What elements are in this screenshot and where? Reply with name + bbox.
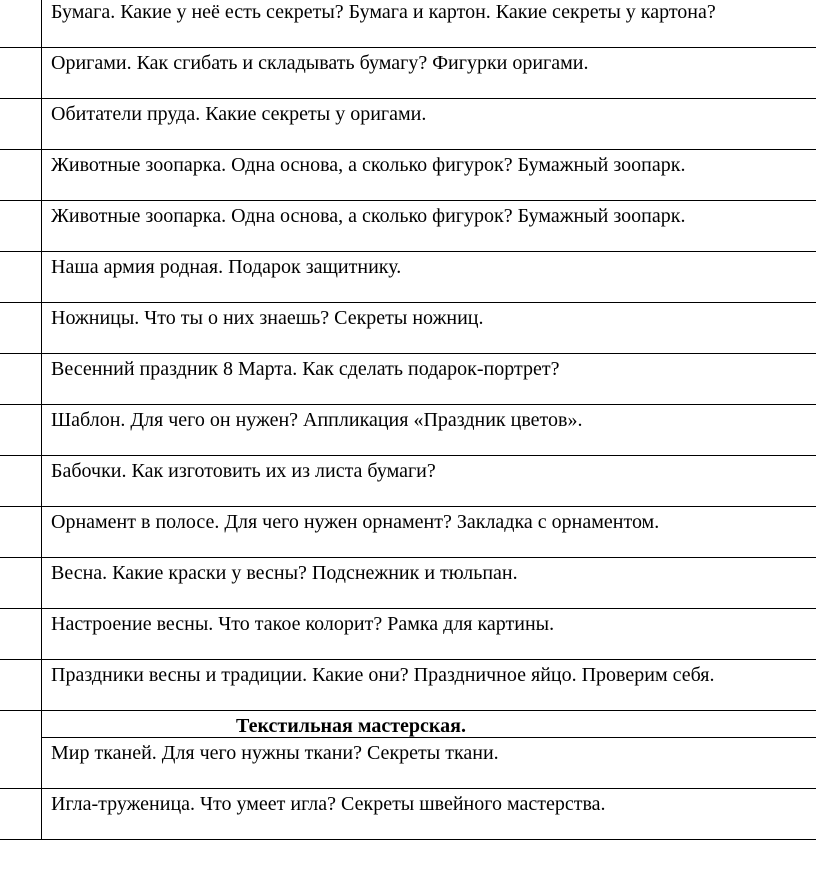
table-row bbox=[0, 609, 816, 660]
lesson-topic: Обитатели пруда. Какие секреты у оригами. bbox=[42, 99, 816, 150]
lesson-topic: Мир тканей. Для чего нужны ткани? Секреты ткани. bbox=[42, 738, 816, 789]
table-row bbox=[0, 507, 816, 558]
table-row bbox=[0, 0, 816, 48]
lesson-topic: Настроение весны. Что такое колорит? Рамка для картины. bbox=[42, 609, 816, 660]
table-row bbox=[0, 405, 816, 456]
lesson-topic: Оригами. Как сгибать и складывать бумагу? Фигурки оригами. bbox=[42, 48, 816, 99]
lesson-topic: Ножницы. Что ты о них знаешь? Секреты ножниц. bbox=[42, 303, 816, 354]
table-row bbox=[0, 201, 816, 252]
lesson-number bbox=[0, 354, 42, 405]
lesson-number bbox=[0, 507, 42, 558]
lesson-topic: Весенний праздник 8 Марта. Как сделать подарок-портрет? bbox=[42, 354, 816, 405]
table-row bbox=[0, 150, 816, 201]
table-row bbox=[0, 738, 816, 789]
table-row bbox=[0, 558, 816, 609]
lesson-topic: Бабочки. Как изготовить их из листа бумаги? bbox=[42, 456, 816, 507]
lesson-number bbox=[0, 48, 42, 99]
lesson-number bbox=[0, 609, 42, 660]
lesson-number bbox=[0, 252, 42, 303]
lesson-topic: Игла-труженица. Что умеет игла? Секреты швейного мастерства. bbox=[42, 789, 816, 840]
table-row bbox=[0, 789, 816, 840]
lesson-topic: Животные зоопарка. Одна основа, а сколько фигурок? Бумажный зоопарк. bbox=[42, 150, 816, 201]
lesson-topic: Животные зоопарка. Одна основа, а сколько фигурок? Бумажный зоопарк. bbox=[42, 201, 816, 252]
lesson-topic: Орнамент в полосе. Для чего нужен орнамент? Закладка с орнаментом. bbox=[42, 507, 816, 558]
table-row bbox=[0, 456, 816, 507]
section-heading-cell bbox=[42, 711, 816, 738]
lesson-topic: Наша армия родная. Подарок защитнику. bbox=[42, 252, 816, 303]
lesson-number bbox=[0, 789, 42, 840]
table-row bbox=[0, 354, 816, 405]
lesson-number bbox=[0, 0, 42, 48]
lesson-topic: Шаблон. Для чего он нужен? Аппликация «Праздник цветов». bbox=[42, 405, 816, 456]
lesson-number bbox=[0, 456, 42, 507]
lesson-number bbox=[0, 711, 42, 789]
table-row bbox=[0, 303, 816, 354]
table-row bbox=[0, 99, 816, 150]
lesson-number bbox=[0, 99, 42, 150]
lesson-number bbox=[0, 303, 42, 354]
table-row bbox=[0, 252, 816, 303]
lesson-number bbox=[0, 201, 42, 252]
lesson-topic: Весна. Какие краски у весны? Подснежник и тюльпан. bbox=[42, 558, 816, 609]
lesson-topic: Бумага. Какие у неё есть секреты? Бумага и картон. Какие секреты у картона? bbox=[42, 0, 816, 48]
lesson-number bbox=[0, 660, 42, 711]
lesson-number bbox=[0, 405, 42, 456]
table-row bbox=[0, 711, 816, 738]
lesson-topic: Праздники весны и традиции. Какие они? Праздничное яйцо. Проверим себя. bbox=[42, 660, 816, 711]
table-row bbox=[0, 660, 816, 711]
section-heading: Текстильная мастерская. bbox=[236, 715, 466, 737]
lesson-number bbox=[0, 558, 42, 609]
table-row bbox=[0, 48, 816, 99]
lesson-number bbox=[0, 150, 42, 201]
